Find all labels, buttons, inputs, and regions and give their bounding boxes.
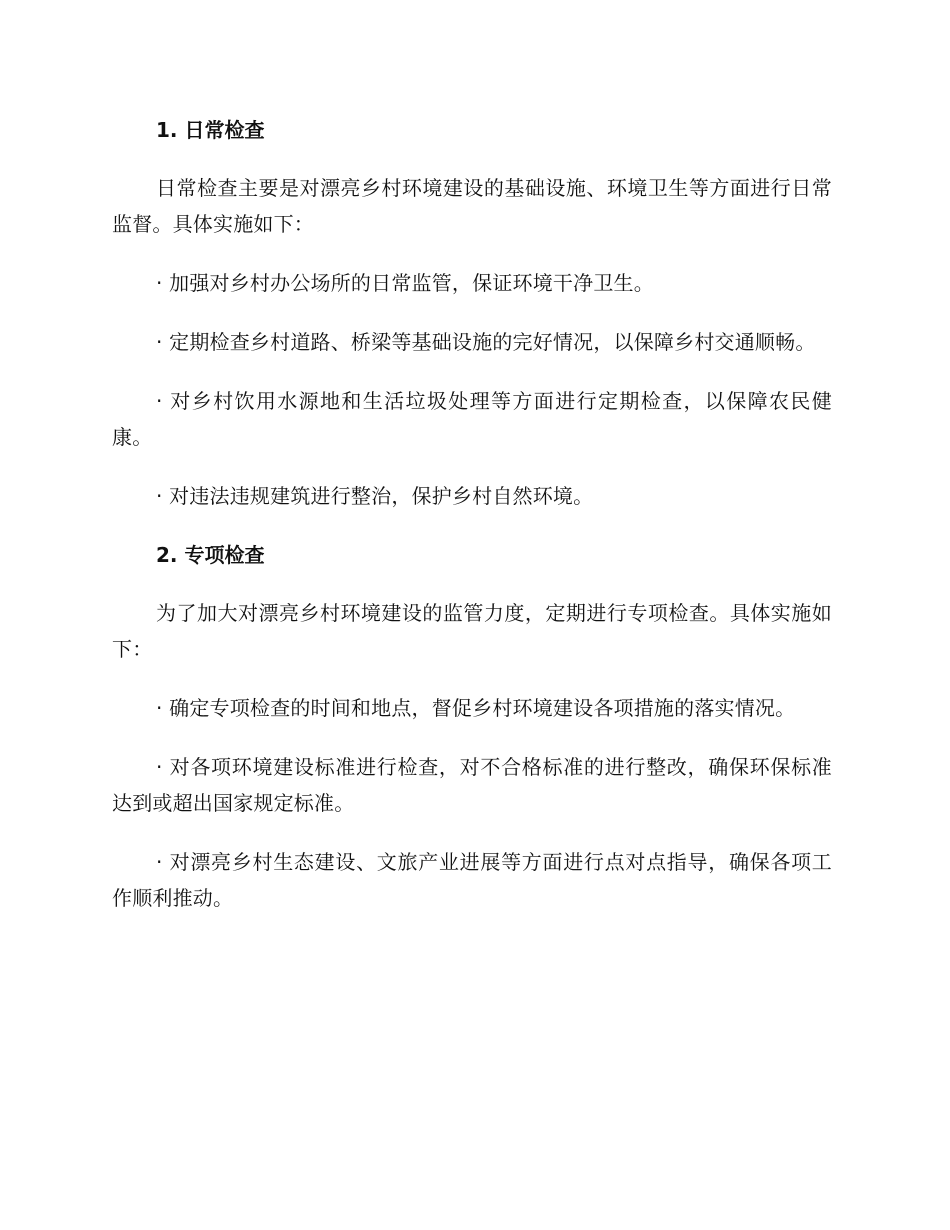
bullet-item: · 对违法违规建筑进行整治，保护乡村自然环境。 bbox=[156, 484, 594, 508]
bullet-item: · 定期检查乡村道路、桥梁等基础设施的完好情况，以保障乡村交通顺畅。 bbox=[156, 330, 816, 354]
bullet-item: · 对漂亮乡村生态建设、文旅产业进展等方面进行点对点指导，确保各项工作顺利推动。 bbox=[112, 850, 832, 910]
section-heading-special-inspection: 2. 专项检查 bbox=[156, 543, 265, 567]
section-intro-special-inspection: 为了加大对漂亮乡村环境建设的监管力度，定期进行专项检查。具体实施如下： bbox=[112, 601, 832, 661]
bullet-item: · 加强对乡村办公场所的日常监管，保证环境干净卫生。 bbox=[156, 271, 654, 295]
document-body bbox=[112, 112, 832, 916]
bullet-item: · 对乡村饮用水源地和生活垃圾处理等方面进行定期检查，以保障农民健康。 bbox=[112, 389, 832, 449]
bullet-item: · 对各项环境建设标准进行检查，对不合格标准的进行整改，确保环保标准达到或超出国家规定标准。 bbox=[112, 755, 832, 815]
section-intro-daily-inspection: 日常检查主要是对漂亮乡村环境建设的基础设施、环境卫生等方面进行日常监督。具体实施如下： bbox=[112, 176, 832, 236]
section-heading-daily-inspection: 1. 日常检查 bbox=[156, 118, 265, 142]
bullet-item: · 确定专项检查的时间和地点，督促乡村环境建设各项措施的落实情况。 bbox=[156, 696, 796, 720]
